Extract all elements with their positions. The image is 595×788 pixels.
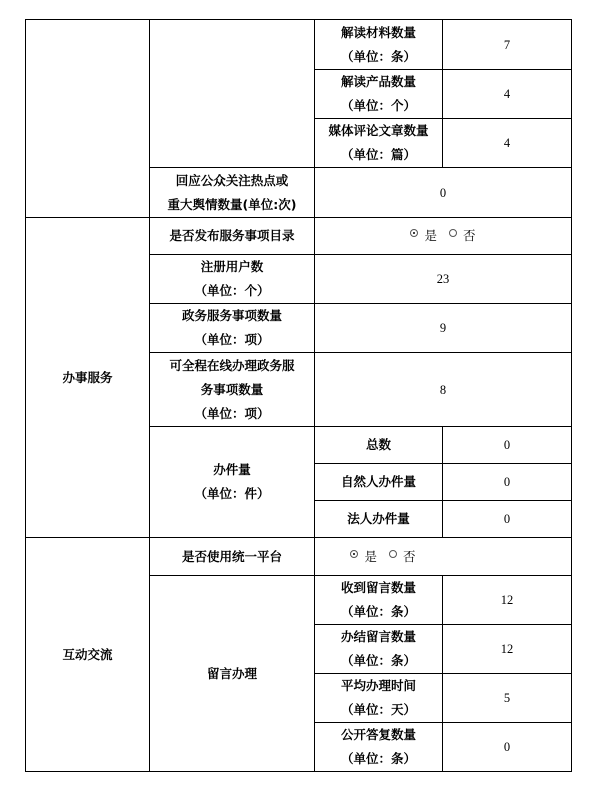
table-row (26, 20, 572, 70)
label-line: 收到留言数量 (340, 580, 416, 595)
label-unit: （单位：个） (194, 283, 270, 298)
label-unit: （单位：篇） (340, 147, 416, 162)
blank-subsection-cell (150, 20, 315, 168)
publish-catalog-label: 是否发布服务事项目录 (150, 218, 315, 255)
label-line: 平均办理时间 (340, 678, 416, 693)
public-response-label (150, 168, 315, 218)
public-replies-value: 0 (443, 723, 572, 772)
label-unit: （单位：条） (340, 653, 416, 668)
online-items-value: 8 (315, 353, 572, 427)
no-radio-icon[interactable] (449, 229, 457, 237)
natural-person-value: 0 (443, 464, 572, 501)
label-unit: （单位：条） (340, 751, 416, 766)
label-unit: （单位：项） (194, 405, 270, 421)
no-option-label: 否 (463, 228, 476, 243)
cases-label (150, 427, 315, 538)
yes-option-label: 是 (424, 228, 437, 243)
unified-platform-label: 是否使用统一平台 (150, 538, 315, 576)
avg-time-label (315, 674, 443, 723)
yes-radio-icon[interactable] (350, 550, 358, 558)
no-radio-icon[interactable] (389, 550, 397, 558)
table-row (26, 218, 572, 255)
label-unit: （单位：条） (340, 48, 416, 64)
registered-users-value: 23 (315, 255, 572, 304)
label-line: 回应公众关注热点或 (175, 172, 289, 188)
label-line: 解读产品数量 (340, 74, 416, 89)
legal-person-value: 0 (443, 501, 572, 538)
label-unit: （单位：条） (340, 604, 416, 619)
online-items-label (150, 353, 315, 427)
avg-time-value: 5 (443, 674, 572, 723)
public-response-value: 0 (315, 168, 572, 218)
interpret-materials-label (315, 20, 443, 70)
publish-catalog-options (315, 218, 572, 255)
label-unit: （单位：项） (194, 332, 270, 347)
unified-platform-options (315, 538, 572, 576)
label-line: 务事项数量 (200, 381, 264, 397)
received-messages-value: 12 (443, 576, 572, 625)
no-option-label: 否 (403, 548, 416, 564)
blank-section-cell (26, 20, 150, 218)
completed-messages-label (315, 625, 443, 674)
registered-users-label (150, 255, 315, 304)
label-line: 解读材料数量 (340, 24, 416, 40)
media-reviews-label (315, 119, 443, 168)
cases-total-value: 0 (443, 427, 572, 464)
service-items-label (150, 304, 315, 353)
label-unit: （单位：件） (194, 486, 270, 501)
unified-platform-radio-group (350, 545, 415, 569)
yes-option-label: 是 (364, 548, 377, 564)
label-line: 公开答复数量 (340, 727, 416, 742)
table-row (26, 538, 572, 576)
interpret-products-label (315, 70, 443, 119)
yes-radio-icon[interactable] (410, 229, 418, 237)
label-unit: （单位：个） (340, 98, 416, 113)
public-replies-label (315, 723, 443, 772)
interaction-section-label: 互动交流 (26, 538, 150, 772)
label-line: 媒体评论文章数量 (328, 123, 429, 138)
label-line: 办件量 (213, 462, 251, 477)
label-unit: 重大舆情数量(单位:次) (167, 196, 297, 212)
messages-label: 留言办理 (150, 576, 315, 772)
label-line: 注册用户数 (200, 259, 264, 274)
legal-person-label: 法人办件量 (315, 501, 443, 538)
completed-messages-value: 12 (443, 625, 572, 674)
label-line: 政务服务事项数量 (181, 308, 282, 323)
received-messages-label (315, 576, 443, 625)
label-line: 可全程在线办理政务服 (169, 357, 295, 373)
natural-person-label: 自然人办件量 (315, 464, 443, 501)
service-items-value: 9 (315, 304, 572, 353)
label-unit: （单位：天） (340, 702, 416, 717)
service-section-label: 办事服务 (26, 218, 150, 538)
report-table (25, 19, 572, 772)
label-line: 办结留言数量 (340, 629, 416, 644)
cases-total-label: 总数 (315, 427, 443, 464)
interpret-materials-value: 7 (443, 20, 572, 70)
interpret-products-value: 4 (443, 70, 572, 119)
publish-catalog-radio-group (410, 224, 475, 248)
media-reviews-value: 4 (443, 119, 572, 168)
